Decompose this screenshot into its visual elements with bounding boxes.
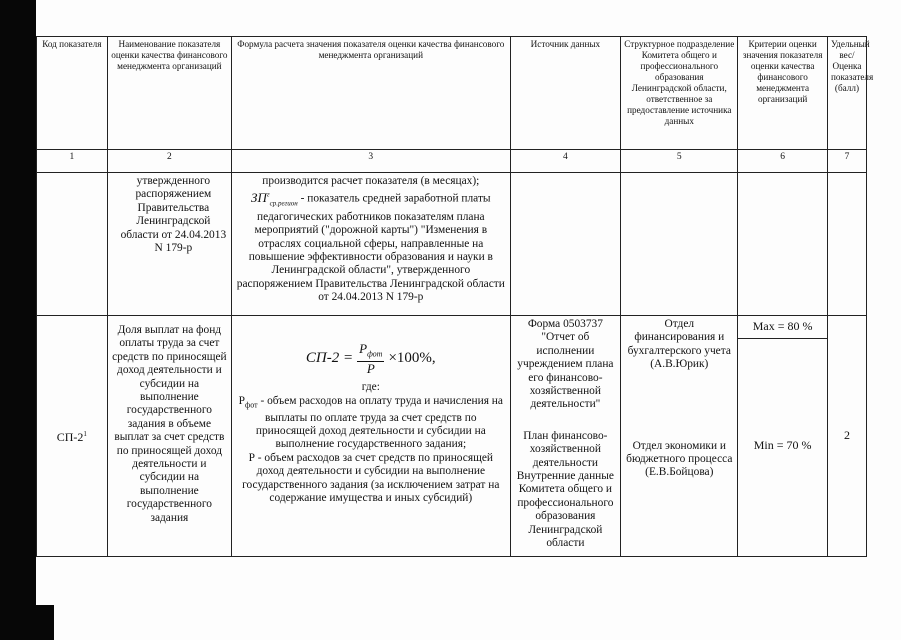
formula-where: где: [361,381,380,394]
formula-expression: СП-2 = $\frac{Р_{фот}}{Р}$ ×100%, [305,341,436,376]
data-source-cell [510,316,621,557]
continuation-unit-cell [621,173,738,316]
continuation-source-cell [510,173,621,316]
indicator-formula-cell [232,316,510,557]
header-responsible-unit: Структурное подразделение Комитета общего и профессионального образования Ленинградской области, ответственное за предоставление источника данных [621,37,738,150]
criteria-cell [738,316,828,557]
unit-finance-accounting: Отдел финансирования и бухгалтерского учета (А.В.Юрик) [627,318,731,371]
header-code: Код показателя [37,37,108,150]
header-formula: Формула расчета значения показателя оценки качества финансового менеджмента организаций [232,37,510,150]
header-criteria: Критерии оценки значения показателя оценки качества финансового менеджмента организаций [738,37,828,150]
continuation-row [37,173,867,316]
p-definition: Р - объем расходов за счет средств по приносящей доход деятельности и субсидии на выполнение государственного задания (за исключением затрат на содержание имущества и иных субсидий) [242,451,500,504]
p-fot-definition: $Р_{фот}$ - объем расходов на оплату труда и начисления на выплаты по оплате труда за счет средств по приносящей доход деятельности и субсидии на выполнение государственного задания; [238,394,503,451]
indicator-name-cell [107,316,231,557]
continuation-weight-cell [827,173,866,316]
indicator-weight: 2 [827,316,866,557]
continuation-name-cell [107,173,231,316]
header-weight: Удельный вес/Оценка показателя (балл) [827,37,866,150]
indicator-code: СП-2$^1$ [37,316,108,557]
responsible-unit-cell [621,316,738,557]
footnote-marker: 1 [83,429,87,438]
continuation-code-cell [37,173,108,316]
continuation-formula-line: производится расчет показателя (в месяцах); [262,175,480,187]
indicator-name: Доля выплат на фонд оплаты труда за счет средств по приносящей доход деятельности и субсидии на выполнение государственного задания в объеме выплат за счет средств по приносящей доход деятельности и субсидии на выполнение государственного задания [112,324,227,524]
zp-symbol: $ЗП^г_{ср.регион}$ [251,189,298,208]
continuation-formula-cell [232,173,510,316]
zp-description [235,188,506,304]
table-header-row [37,37,867,150]
column-number: 4 [510,150,621,173]
source-plan: План финансово-хозяйственной деятельности Внутренние данные Комитета общего и профессионального образования Ленинградской области [516,429,614,550]
column-number: 5 [621,150,738,173]
column-number: 6 [738,150,828,173]
zp-text: - показатель средней заработной платы педагогических работников показателям плана мероприятий ("дорожной карты") "Изменения в отраслях социальной сферы, направленные на повышение эффективности образования и науки в Ленинградской области", утвержденного распоряжением Правительства Ленинградской области от 24.04.2013 N 179-р [236,192,505,304]
column-number: 7 [827,150,866,173]
continuation-name: утвержденного распоряжением Правительства Ленинградской области от 24.04.2013 N 179-р [120,175,227,255]
indicator-row [37,316,867,557]
continuation-criteria-cell [738,173,828,316]
column-number: 1 [37,150,108,173]
source-report-form: Форма 0503737 "Отчет об исполнении учреждением плана его финансово-хозяйственной деятельности" [517,318,614,411]
column-number: 3 [232,150,510,173]
indicator-table [36,36,874,557]
unit-economics-budget: Отдел экономики и бюджетного процесса (Е.В.Бойцова) [626,439,733,479]
criteria-max: Max = 80 % [738,316,827,339]
scan-dark-margin [0,0,36,640]
formula-fraction: $\frac{Р_{фот}}{Р}$ [359,341,383,376]
column-number: 2 [107,150,231,173]
header-indicator-name: Наименование показателя оценки качества финансового менеджмента организаций [107,37,231,150]
scan-dark-corner [36,605,54,640]
column-numbers-row [37,150,867,173]
header-data-source: Источник данных [510,37,621,150]
criteria-min: Min = 70 % [753,437,812,452]
